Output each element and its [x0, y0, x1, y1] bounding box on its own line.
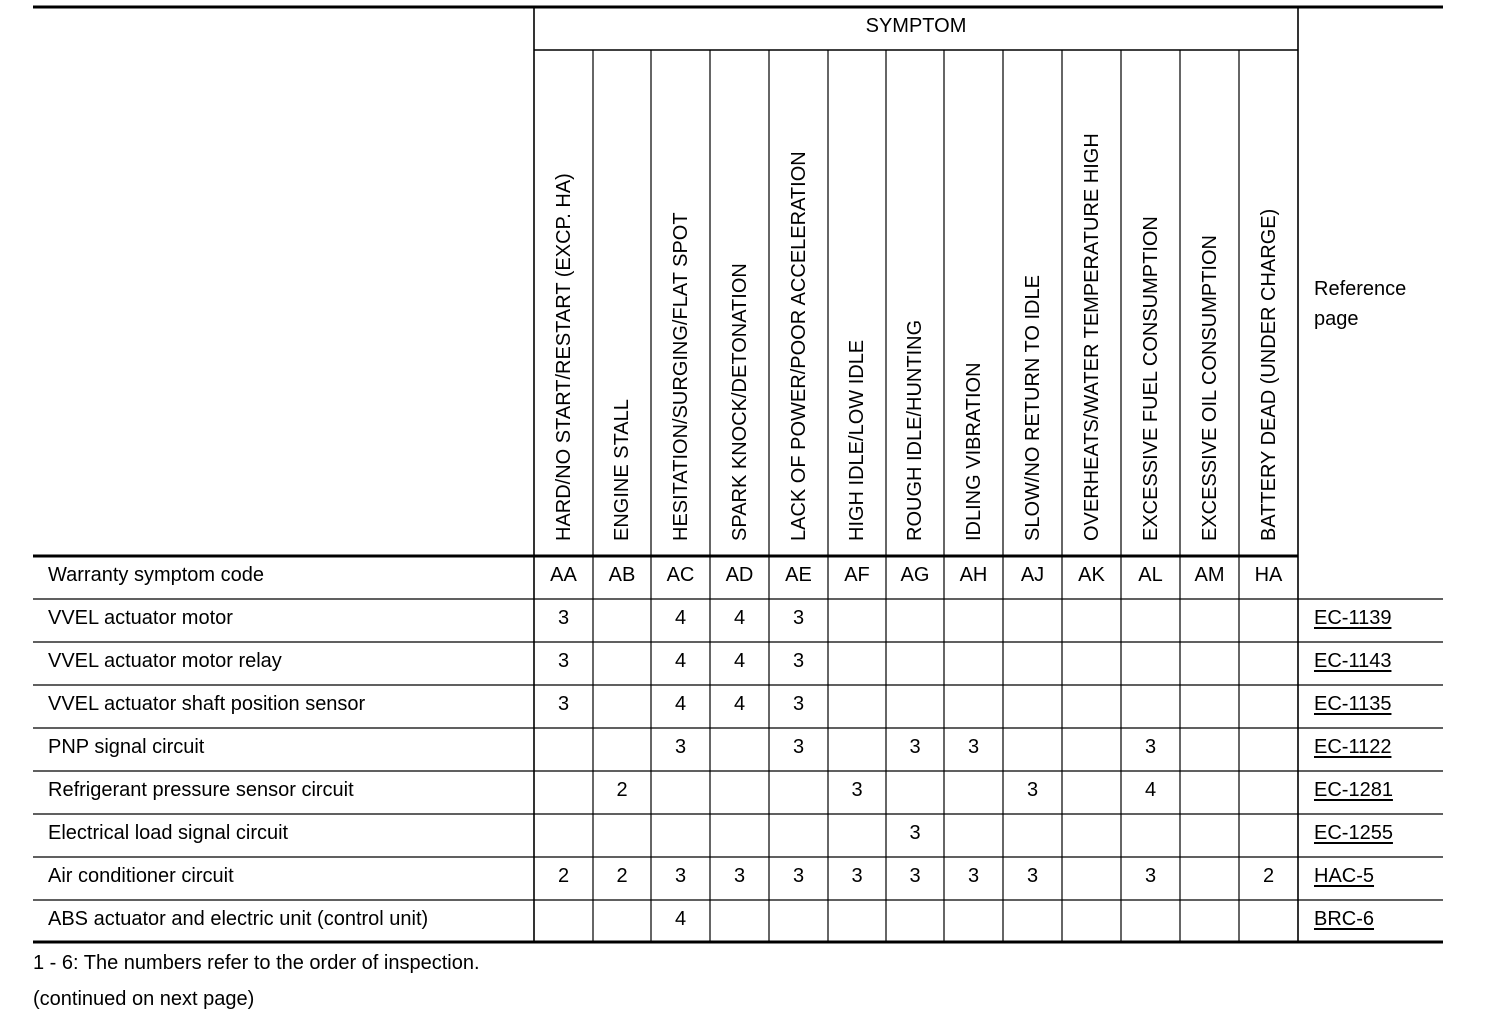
footnote-inspection-order: 1 - 6: The numbers refer to the order of inspection.: [33, 952, 480, 974]
symptom-column-header: EXCESSIVE FUEL CONSUMPTION: [1139, 216, 1162, 541]
inspection-order-cell: 4: [733, 693, 746, 715]
warranty-code-cell: HA: [1254, 564, 1283, 586]
warranty-code-cell: AA: [550, 564, 577, 586]
reference-page-link[interactable]: EC-1135: [1314, 693, 1392, 715]
reference-page-link[interactable]: EC-1281: [1314, 779, 1393, 801]
row-label: PNP signal circuit: [48, 736, 205, 758]
symptom-header: SYMPTOM: [865, 15, 967, 37]
warranty-code-cell: AF: [844, 564, 870, 586]
symptom-column-header: SPARK KNOCK/DETONATION: [728, 263, 751, 541]
inspection-order-cell: 3: [1026, 779, 1039, 801]
reference-page-link[interactable]: EC-1255: [1314, 822, 1393, 844]
footnote-continued: (continued on next page): [33, 988, 255, 1010]
inspection-order-cell: 2: [1262, 865, 1275, 887]
inspection-order-cell: 3: [909, 736, 921, 758]
reference-page-link[interactable]: EC-1122: [1314, 736, 1392, 758]
symptom-column-header: SLOW/NO RETURN TO IDLE: [1021, 275, 1044, 541]
warranty-code-cell: AH: [959, 564, 988, 586]
inspection-order-cell: 4: [674, 607, 687, 629]
inspection-order-cell: 3: [557, 607, 570, 629]
inspection-order-cell: 3: [851, 865, 863, 887]
reference-page-link[interactable]: EC-1143: [1314, 650, 1392, 672]
inspection-order-cell: 3: [674, 865, 687, 887]
row-label: Electrical load signal circuit: [48, 822, 289, 844]
inspection-order-cell: 3: [1026, 865, 1039, 887]
reference-page-header: Reference page: [1314, 278, 1407, 330]
inspection-order-cell: 2: [616, 865, 628, 887]
inspection-order-cell: 3: [792, 693, 805, 715]
inspection-order-cell: 3: [1144, 865, 1157, 887]
reference-page-link[interactable]: EC-1139: [1314, 607, 1392, 629]
symptom-column-header: ROUGH IDLE/HUNTING: [904, 319, 926, 541]
inspection-order-cell: 3: [733, 865, 746, 887]
symptom-column-header: HESITATION/SURGING/FLAT SPOT: [669, 212, 692, 541]
inspection-order-cell: 4: [674, 693, 687, 715]
inspection-order-cell: 4: [733, 650, 746, 672]
reference-page-link[interactable]: HAC-5: [1314, 865, 1375, 887]
inspection-order-cell: 2: [616, 779, 628, 801]
symptom-column-header: HIGH IDLE/LOW IDLE: [846, 339, 868, 541]
inspection-order-cell: 3: [557, 650, 570, 672]
inspection-order-cell: 4: [733, 607, 746, 629]
inspection-order-cell: 3: [851, 779, 863, 801]
row-label: Refrigerant pressure sensor circuit: [48, 779, 354, 801]
warranty-code-cell: AJ: [1020, 564, 1045, 586]
warranty-code-label: Warranty symptom code: [48, 564, 264, 586]
inspection-order-cell: 4: [1144, 779, 1157, 801]
warranty-code-cell: AC: [666, 564, 695, 586]
symptom-column-header: EXCESSIVE OIL CONSUMPTION: [1198, 235, 1221, 541]
row-label: Air conditioner circuit: [48, 865, 234, 887]
symptom-column-header: BATTERY DEAD (UNDER CHARGE): [1257, 208, 1280, 541]
warranty-code-cell: AM: [1194, 564, 1225, 586]
inspection-order-cell: 3: [674, 736, 687, 758]
warranty-code-cell: AK: [1078, 564, 1105, 586]
inspection-order-cell: 3: [909, 865, 921, 887]
inspection-order-cell: 4: [674, 650, 687, 672]
symptom-column-header: LACK OF POWER/POOR ACCELERATION: [787, 151, 810, 541]
warranty-code-cell: AG: [900, 564, 930, 586]
inspection-order-cell: 3: [909, 822, 921, 844]
inspection-order-cell: 3: [967, 865, 980, 887]
symptom-column-header: HARD/NO START/RESTART (EXCP. HA): [552, 173, 575, 541]
inspection-order-cell: 3: [792, 607, 805, 629]
inspection-order-cell: 3: [557, 693, 570, 715]
inspection-order-cell: 4: [674, 908, 687, 930]
warranty-code-cell: AL: [1138, 564, 1163, 586]
inspection-order-cell: 3: [792, 650, 805, 672]
symptom-column-header: OVERHEATS/WATER TEMPERATURE HIGH: [1080, 133, 1103, 541]
warranty-code-cell: AD: [725, 564, 754, 586]
row-label: VVEL actuator motor relay: [48, 650, 282, 672]
inspection-order-cell: 3: [792, 865, 805, 887]
row-label: ABS actuator and electric unit (control unit): [48, 908, 429, 930]
row-label: VVEL actuator motor: [48, 607, 233, 629]
inspection-order-cell: 2: [557, 865, 570, 887]
row-label: VVEL actuator shaft position sensor: [48, 693, 366, 715]
warranty-code-cell: AB: [608, 564, 636, 586]
inspection-order-cell: 3: [792, 736, 805, 758]
symptom-column-header: ENGINE STALL: [611, 399, 633, 541]
warranty-code-cell: AE: [785, 564, 812, 586]
inspection-order-cell: 3: [967, 736, 980, 758]
reference-page-link[interactable]: BRC-6: [1314, 908, 1375, 930]
symptom-column-header: IDLING VIBRATION: [962, 362, 985, 541]
inspection-order-cell: 3: [1144, 736, 1157, 758]
